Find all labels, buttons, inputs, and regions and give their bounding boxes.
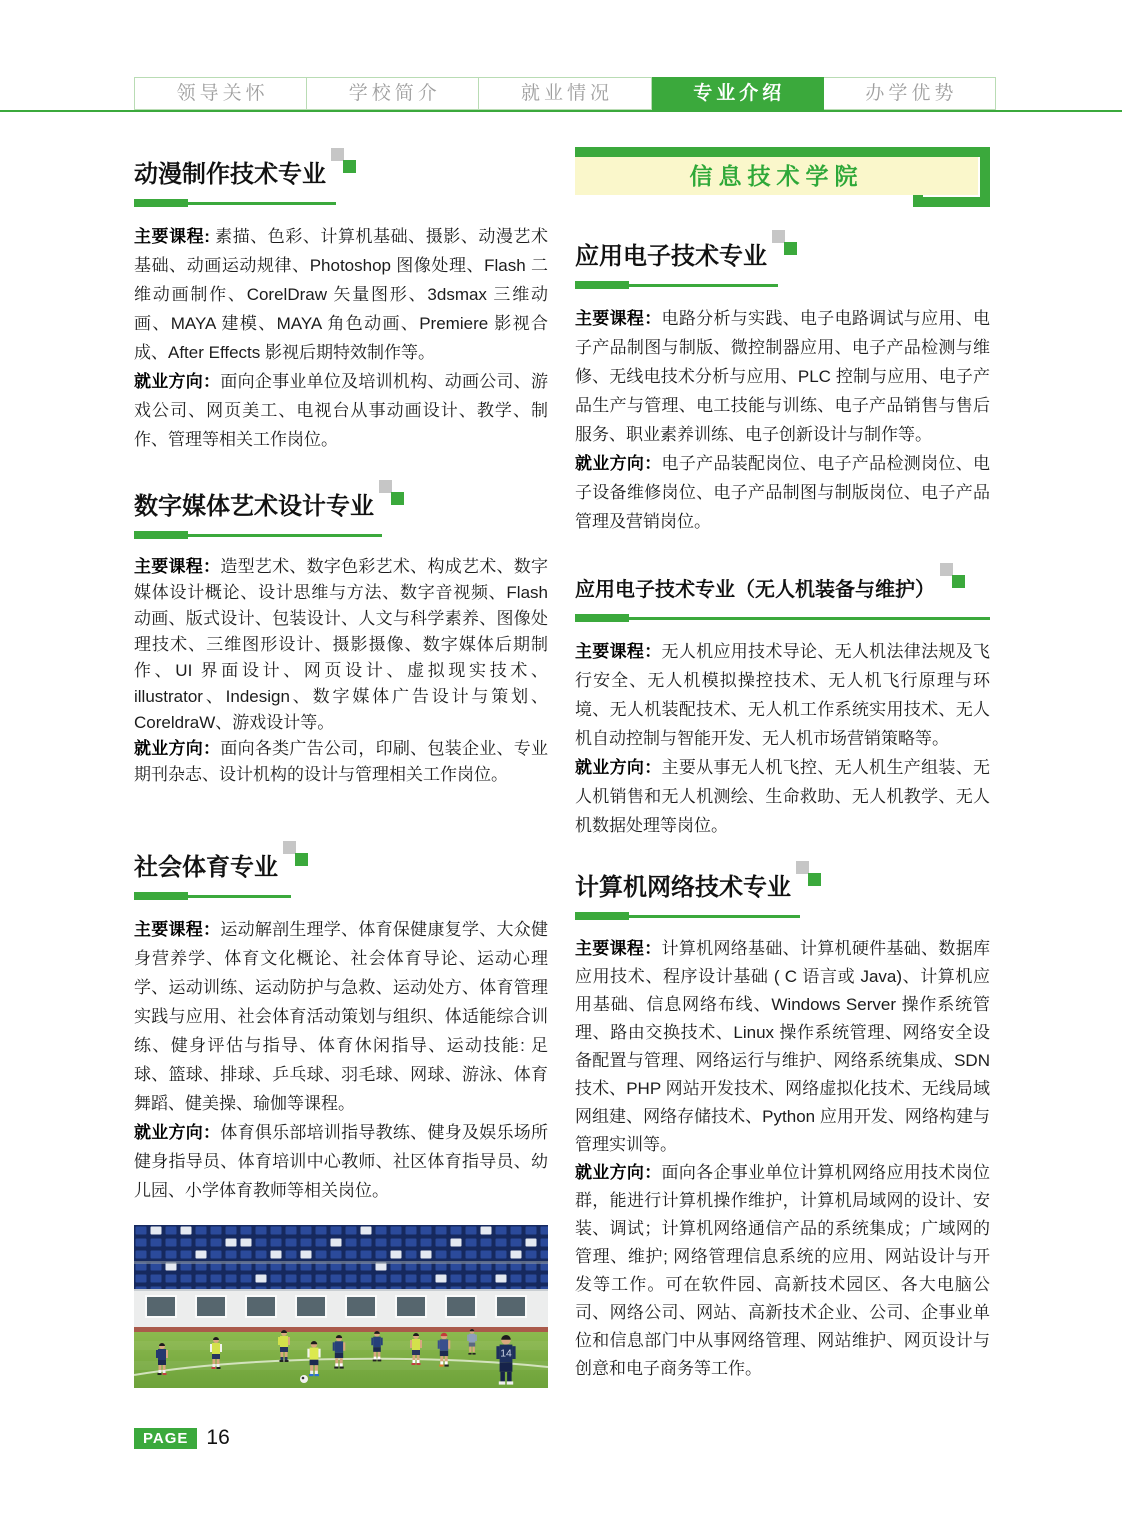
- soccer-ball: [300, 1375, 308, 1383]
- section-applied-electronics-major: [575, 240, 990, 536]
- heading-underline: [134, 531, 382, 539]
- jobs-label: 就业方向：: [575, 1163, 662, 1182]
- courses-paragraph: 主要课程：造型艺术、数字色彩艺术、构成艺术、数字媒体设计概论、设计思维与方法、数字音视频、Flash 动画、版式设计、包装设计、人文与科学素养、图像处理技术、三维图形设计、摄影摄像、数字媒体后期制作、UI 界面设计、网页设计、虚拟现实技术、illustrator、Indesign、数字媒体广告设计与策划、CoreldraW、游戏设计等。: [134, 557, 549, 732]
- stand-walkway: [134, 1261, 548, 1264]
- running-track: [134, 1327, 548, 1332]
- banner-top-bar: [575, 147, 990, 157]
- section-title: 计算机网络技术专业: [575, 874, 791, 901]
- top-nav-tabs: [134, 77, 996, 110]
- soccer-field-photo: [134, 1225, 548, 1388]
- heading-deco-squares: [796, 861, 822, 888]
- heading-underline: [575, 281, 778, 289]
- courses-paragraph: 主要课程：运动解剖生理学、体育保健康复学、大众健身营养学、体育文化概论、社会体育导论、运动心理学、运动训练、运动防护与急救、运动处方、体育管理实践与应用、社会体育活动策划与组织、体适能综合训练、健身评估与指导、体育休闲指导、运动技能: 足球、篮球、排球、乒乓球、羽毛球、网球、游泳、体育舞蹈、健美操、瑜伽等课程。: [134, 920, 549, 1113]
- jobs-label: 就业方向：: [575, 454, 662, 473]
- section-title: 动漫制作技术专业: [134, 161, 326, 188]
- page-number: 16: [206, 1426, 230, 1449]
- section-title: 应用电子技术专业: [575, 243, 767, 270]
- courses-label: 主要课程：: [575, 309, 662, 328]
- courses-label: 主要课程：: [134, 920, 221, 939]
- tab-majors-active[interactable]: 专业介绍: [652, 77, 824, 110]
- green-square-icon: [952, 575, 965, 588]
- section-applied-electronics-uav-major: [575, 573, 990, 840]
- section-animation-production-major: [134, 158, 548, 454]
- jobs-label: 就业方向：: [575, 758, 662, 777]
- heading-underline: [134, 892, 291, 900]
- heading-deco-squares: [283, 841, 309, 868]
- tab-school-intro[interactable]: 学校简介: [307, 77, 479, 110]
- green-square-icon: [784, 242, 797, 255]
- jobs-paragraph: 就业方向：面向企事业单位及培训机构、动画公司、游戏公司、网页美工、电视台从事动画设计、教学、制作、管理等相关工作岗位。: [134, 372, 549, 449]
- jobs-paragraph: 就业方向：主要从事无人机飞控、无人机生产组装、无人机销售和无人机测绘、生命救助、无人机教学、无人机数据处理等岗位。: [575, 758, 991, 835]
- courses-paragraph: 主要课程：无人机应用技术导论、无人机法律法规及飞行安全、无人机模拟操控技术、无人机飞行原理与环境、无人机装配技术、无人机工作系统实用技术、无人机自动控制与智能开发、无人机市场营销策略等。: [575, 642, 991, 748]
- jobs-label: 就业方向：: [134, 739, 221, 758]
- green-square-icon: [295, 853, 308, 866]
- heading-deco-squares: [772, 230, 798, 257]
- section-title: 应用电子技术专业（无人机装备与维护）: [575, 579, 935, 601]
- college-header-banner: [575, 147, 990, 207]
- jobs-label: 就业方向：: [134, 1123, 221, 1142]
- section-digital-media-art-major: [134, 490, 548, 788]
- jobs-paragraph: 就业方向：面向各企事业单位计算机网络应用技术岗位群，能进行计算机操作维护，计算机局域网的设计、安装、调试；计算机网络通信产品的系统集成；广域网的管理、维护; 网络管理信息系统的应用、网站设计与开发等工作。可在软件园、高新技术园区、各大电脑公司、网络公司、网站、高新技术企业、公司、企事业单位和信息部门中从事网络管理、网站维护、网页设计与创意和电子商务等工作。: [575, 1163, 991, 1378]
- tab-leader-care[interactable]: 领导关怀: [134, 77, 307, 110]
- green-square-icon: [808, 873, 821, 886]
- green-square-icon: [343, 160, 356, 173]
- green-square-icon: [391, 492, 404, 505]
- tab-school-advantages[interactable]: 办学优势: [824, 77, 996, 110]
- heading-underline: [575, 614, 990, 622]
- courses-paragraph: 主要课程：电路分析与实践、电子电路调试与应用、电子产品制图与制版、微控制器应用、电子产品检测与维修、无线电技术分析与应用、PLC 控制与应用、电子产品生产与管理、电工技能与训练、电子产品销售与售后服务、职业素养训练、电子创新设计与制作等。: [575, 309, 991, 444]
- green-divider-rule: [0, 110, 1122, 112]
- college-header-title: 信息技术学院: [575, 157, 978, 195]
- courses-label: 主要课程：: [575, 939, 662, 958]
- section-computer-network-major: [575, 871, 990, 1383]
- heading-underline: [575, 912, 800, 920]
- section-title: 数字媒体艺术设计专业: [134, 493, 374, 520]
- heading-deco-squares: [940, 563, 966, 590]
- courses-paragraph: 主要课程：计算机网络基础、计算机硬件基础、数据库应用技术、程序设计基础 ( C 语言或 Java)、计算机应用基础、信息网络布线、Windows Server 操作系统管理、路由交换技术、Linux 操作系统管理、网络安全设备配置与管理、网络运行与维护、网络系统集成、SDN 技术、PHP 网站开发技术、网络虚拟化技术、无线局域网组建、网络存储技术、Python 应用开发、网络构建与管理实训等。: [575, 939, 991, 1154]
- page-footer: [134, 1426, 230, 1450]
- section-social-sports-major: [134, 851, 548, 1205]
- courses-label: 主要课程：: [134, 557, 221, 576]
- courses-label: 主要课程:: [134, 227, 216, 246]
- jobs-label: 就业方向：: [134, 372, 221, 391]
- courses-label: 主要课程：: [575, 642, 662, 661]
- heading-deco-squares: [379, 480, 405, 507]
- banner-bottom-bar: [913, 197, 990, 207]
- tab-employment[interactable]: 就业情况: [479, 77, 651, 110]
- heading-underline: [134, 199, 336, 207]
- section-title: 社会体育专业: [134, 854, 278, 881]
- jobs-paragraph: 就业方向：体育俱乐部培训指导教练、健身及娱乐场所健身指导员、体育培训中心教师、社区体育指导员、幼儿园、小学体育教师等相关岗位。: [134, 1123, 549, 1200]
- jobs-paragraph: 就业方向：面向各类广告公司，印刷、包装企业、专业期刊杂志、设计机构的设计与管理相关工作岗位。: [134, 739, 549, 784]
- courses-paragraph: 主要课程: 素描、色彩、计算机基础、摄影、动漫艺术基础、动画运动规律、Photoshop 图像处理、Flash 二维动画制作、CorelDraw 矢量图形、3dsmax 三维动画、MAYA 建模、MAYA 角色动画、Premiere 影视合成、After Effects 影视后期特效制作等。: [134, 227, 549, 362]
- jersey-number: 14: [500, 1348, 512, 1360]
- page-label-badge: PAGE: [134, 1428, 197, 1449]
- jobs-paragraph: 就业方向：电子产品装配岗位、电子产品检测岗位、电子设备维修岗位、电子产品制图与制版岗位、电子产品管理及营销岗位。: [575, 454, 991, 531]
- heading-deco-squares: [331, 148, 357, 175]
